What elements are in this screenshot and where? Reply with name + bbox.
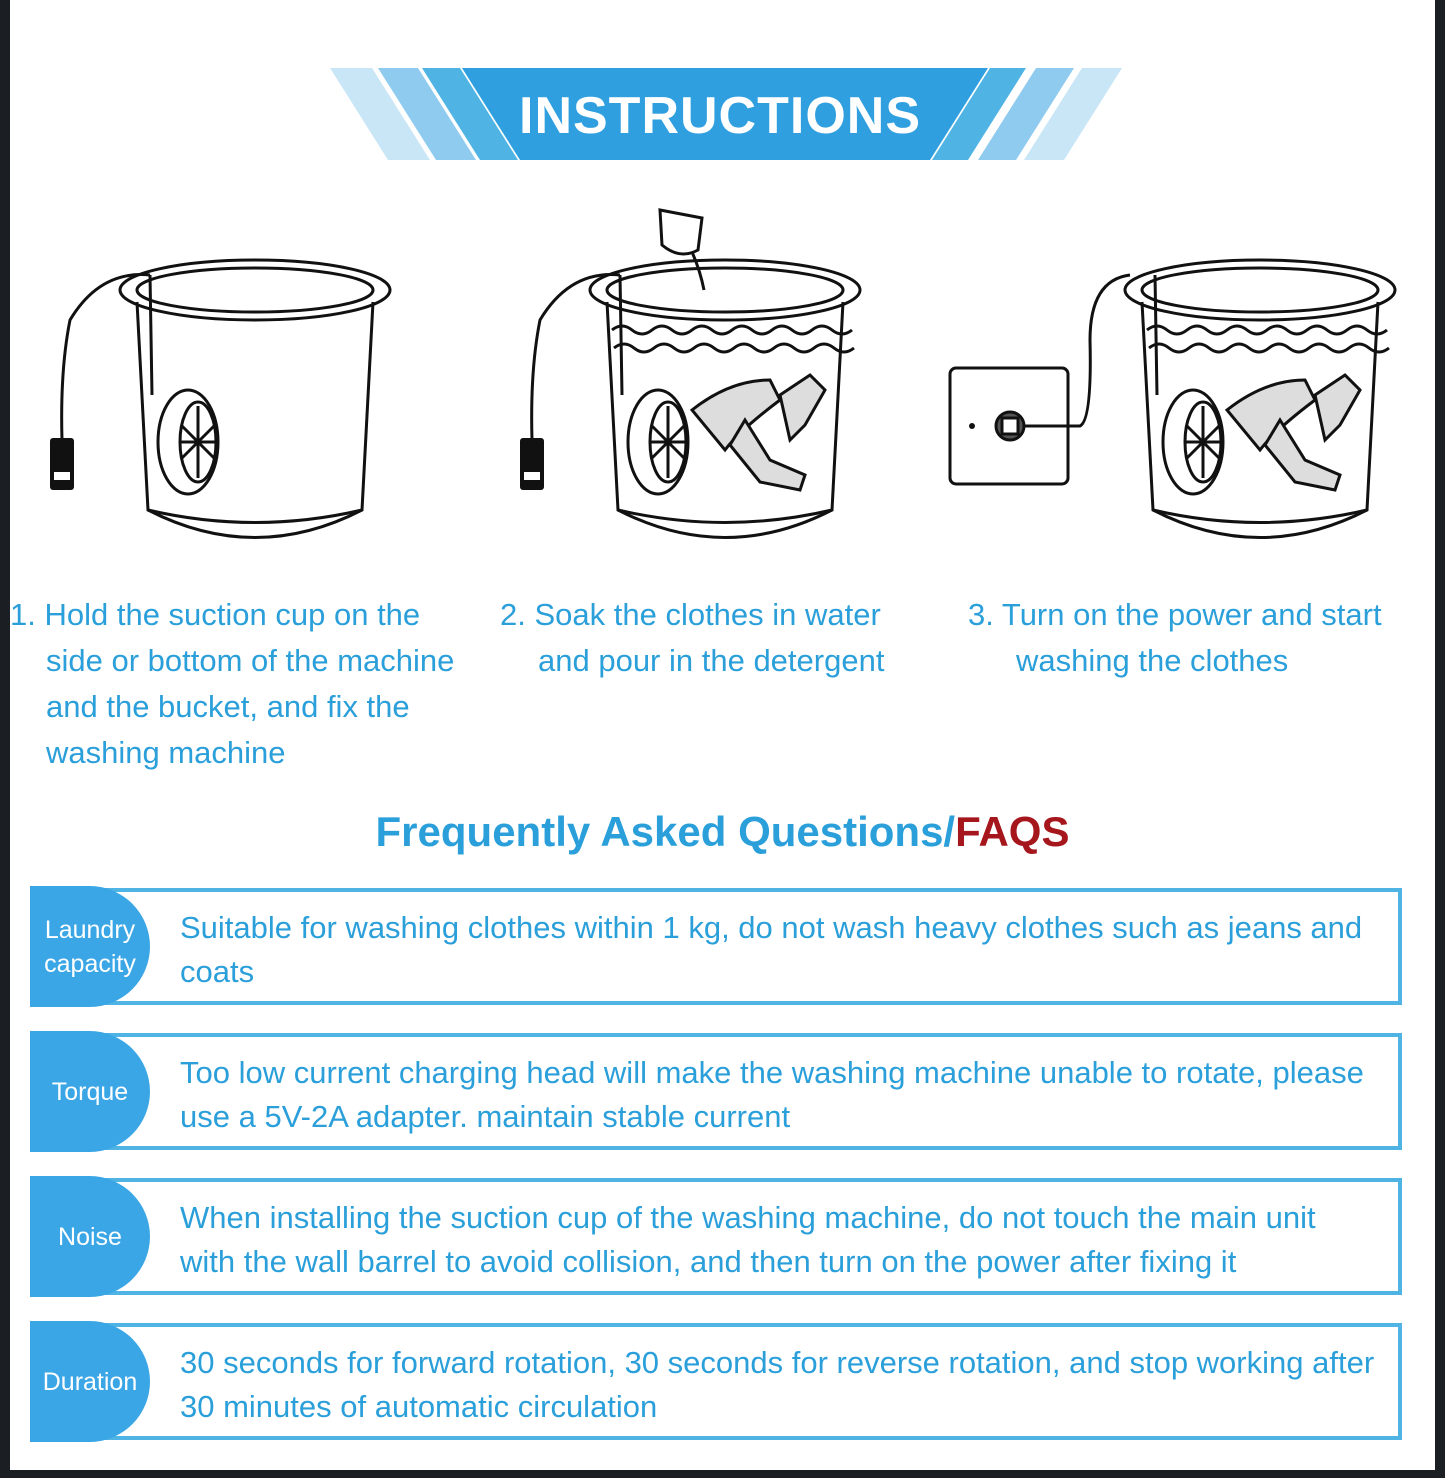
step-1-line-2: side or bottom of the machine <box>46 643 455 678</box>
faq-item-noise <box>30 1178 1402 1295</box>
step-3-line-2: washing the clothes <box>1016 643 1289 678</box>
step-2-line-2: and pour in the detergent <box>538 643 885 678</box>
faq-title-accent: FAQS <box>955 808 1070 855</box>
faq-badge-line: Torque <box>51 1077 129 1106</box>
step-2-illustration <box>510 190 890 570</box>
faq-badge <box>30 1176 150 1297</box>
step-1-illustration <box>40 190 420 570</box>
faq-title <box>10 808 1435 856</box>
step-2-text <box>500 592 940 684</box>
instructions-sheet <box>10 0 1435 1470</box>
step-1-line-4: washing machine <box>46 735 286 770</box>
banner-title: INSTRUCTIONS <box>519 87 921 145</box>
faq-answer: Suitable for washing clothes within 1 kg, do not wash heavy clothes such as jeans and coats <box>180 910 1363 989</box>
faq-item-laundry-capacity <box>30 888 1402 1005</box>
step-3-line-1: 3. Turn on the power and start <box>968 597 1382 632</box>
faq-item-torque <box>30 1033 1402 1150</box>
faq-answer: Too low current charging head will make the washing machine unable to rotate, please use a 5V-2A adapter. maintain stable current <box>180 1055 1364 1134</box>
step-2-line-1: 2. Soak the clothes in water <box>500 597 881 632</box>
faq-answer: 30 seconds for forward rotation, 30 seconds for reverse rotation, and stop working after 30 minutes of automatic circulation <box>180 1345 1375 1424</box>
faq-badge-line: Noise <box>58 1222 122 1251</box>
step-1-line-1: 1. Hold the suction cup on the <box>10 597 421 632</box>
faq-badge-line: capacity <box>44 949 136 978</box>
step-1-text <box>10 592 480 776</box>
faq-title-main: Frequently Asked Questions/ <box>375 808 956 855</box>
faq-badge <box>30 1321 150 1442</box>
instructions-banner <box>310 60 1130 170</box>
faq-answer: When installing the suction cup of the washing machine, do not touch the main unit with the wall barrel to avoid collision, and then turn on the power after fixing it <box>180 1200 1316 1279</box>
faq-badge <box>30 886 150 1007</box>
faq-item-duration <box>30 1323 1402 1440</box>
faq-badge-line: Laundry <box>44 915 136 944</box>
faq-badge <box>30 1031 150 1152</box>
step-3-text <box>968 592 1428 684</box>
step-3-illustration <box>940 190 1420 570</box>
faq-badge-line: Duration <box>42 1367 138 1396</box>
step-1-line-3: and the bucket, and fix the <box>46 689 410 724</box>
